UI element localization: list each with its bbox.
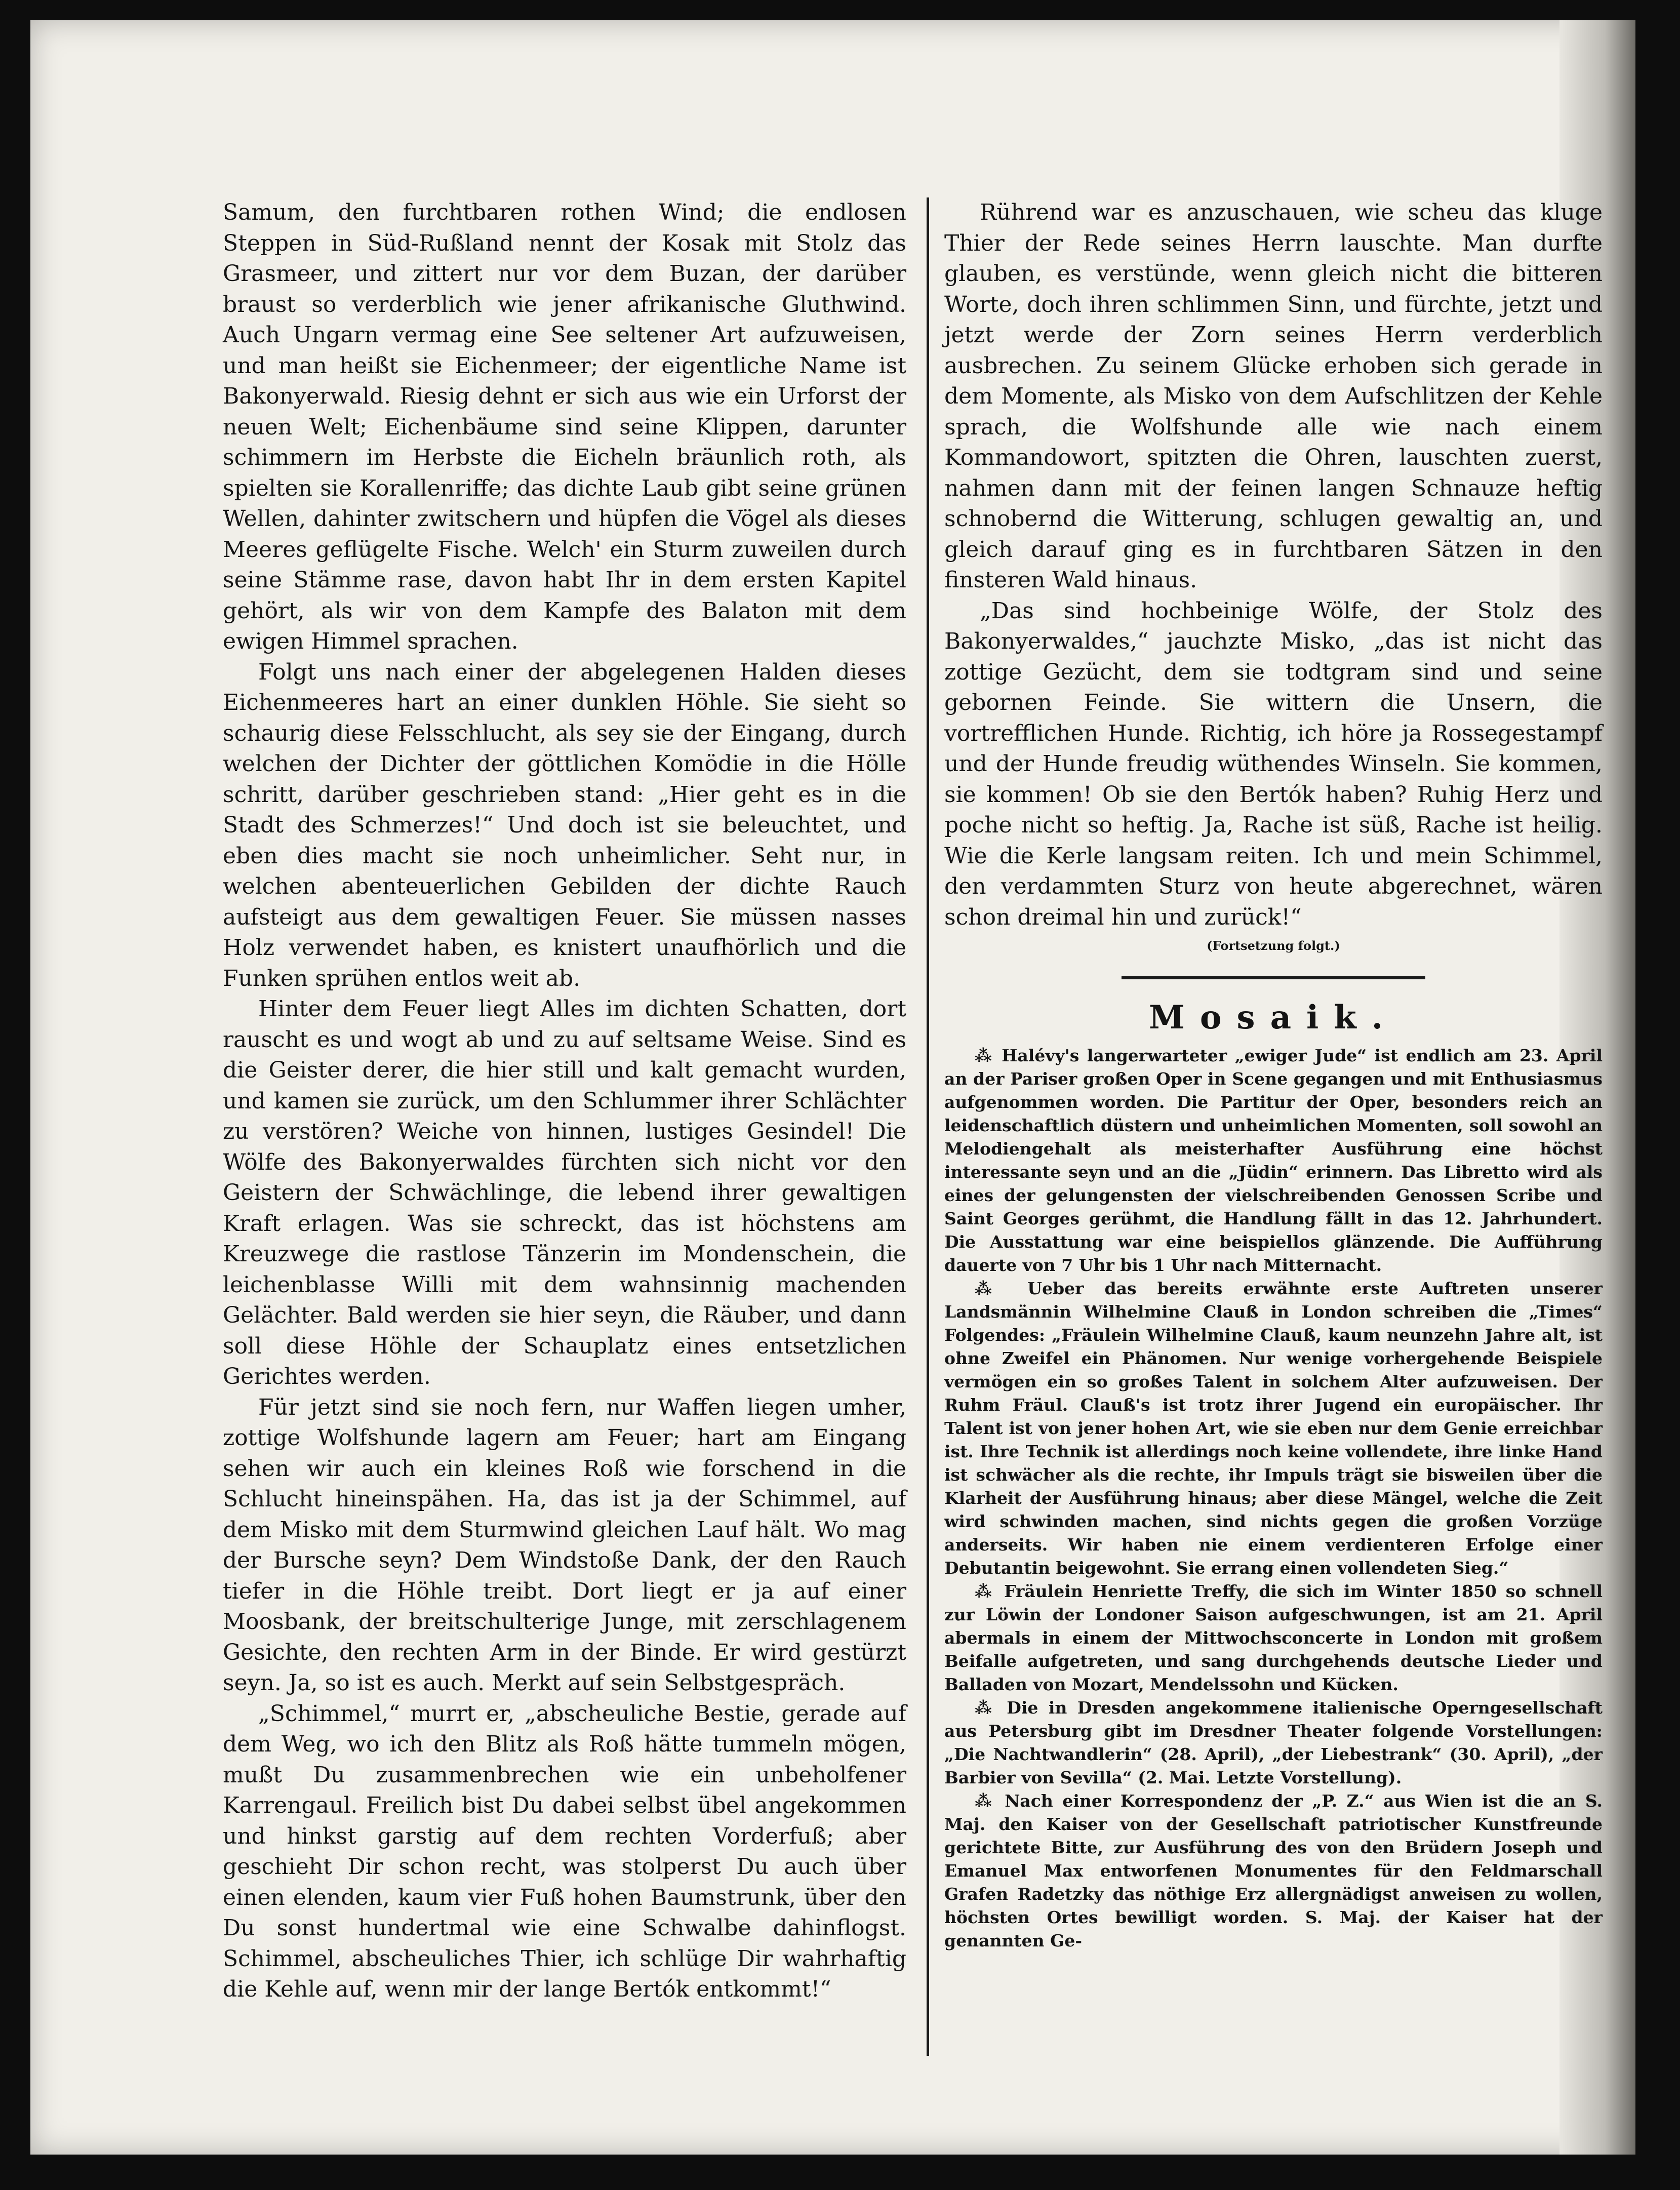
news-item: ⁂ Halévy's langerwarteter „ewiger Jude“ ist endlich am 23. April an der Pariser großen Oper in Scene gegangen und mit Enthusiasmus aufgenommen worden. Die Partitur der Oper, besonders reich an leidenschaftlich düstern und unheimlichen Momenten, soll sowohl an Melodiengehalt als meisterhafter Ausführung eine höchst interessante seyn und an die „Jüdin“ erinnern. Das Libretto wird als eines der gelungensten der vielschreibenden Genossen Scribe und Saint Georges gerühmt, die Handlung fällt in das 12. Jahrhundert. Die Ausstattung war eine beispiellos glänzende. Die Aufführung dauerte von 7 Uhr bis 1 Uhr nach Mitternacht. (944, 1046, 1603, 1275)
column-divider (927, 197, 929, 2056)
paragraph: „Schimmel,“ murrt er, „abscheuliche Bestie, gerade auf dem Weg, wo ich den Blitz als Roß hätte tummeln mögen, mußt Du zusammenbrechen wie ein unbeholfener Karrengaul. Freilich bist Du dabei selbst übel angekommen und hinkst garstig auf dem rechten Vorderfuß; aber geschieht Dir schon recht, was stolperst Du auch über einen elenden, kaum vier Fuß hohen Baumstrunk, über den Du sonst hundertmal wie eine Schwalbe dahinflogst. Schimmel, abscheuliches Thier, ich schlüge Dir wahrhaftig die Kehle auf, wenn mir der lange Bertók entkommt!“ (223, 1700, 906, 2002)
news-item: ⁂ Nach einer Korrespondenz der „P. Z.“ aus Wien ist die an S. Maj. den Kaiser von der Gesellschaft patriotischer Kunstfreunde gerichtete Bitte, zur Ausführung des von den Brüdern Joseph und Emanuel Max entworfenen Monumentes für den Feldmarschall Grafen Radetzky das nöthige Erz allergnädigst anweisen zu wollen, höchsten Ortes bewilligt worden. S. Maj. der Kaiser hat der genannten Ge- (944, 1791, 1603, 1950)
paragraph: Samum, den furchtbaren rothen Wind; die endlosen Steppen in Süd-Rußland nennt der Kosak mit Stolz das Grasmeer, und zittert nur vor dem Buzan, der darüber braust so verderblich wie jener afrikanische Gluthwind. Auch Ungarn vermag eine See seltener Art aufzuweisen, und man heißt sie Eichenmeer; der eigentliche Name ist Bakonyerwald. Riesig dehnt er sich aus wie ein Urforst der neuen Welt; Eichenbäume sind seine Klippen, darunter schimmern im Herbste die Eicheln bräunlich roth, als spielten sie Korallenriffe; das dichte Laub gibt seine grünen Wellen, dahinter zwitschern und hüpfen die Vögel als dieses Meeres geflügelte Fische. Welch' ein Sturm zuweilen durch seine Stämme rase, davon habt Ihr in dem ersten Kapitel gehört, als wir von dem Kampfe des Balaton mit dem ewigen Himmel sprachen. (223, 200, 906, 654)
paragraph: „Das sind hochbeinige Wölfe, der Stolz des Bakonyerwaldes,“ jauchzte Misko, „das ist nicht das zottige Gezücht, dem sie todtgram sind und seine gebornen Feinde. Sie wittern die Unsern, die vortrefflichen Hunde. Richtig, ich höre ja Rossegestampf und der Hunde freudig wüthendes Winseln. Sie kommen, sie kommen! Ob sie den Bertók haben? Ruhig Herz und poche nicht so heftig. Ja, Rache ist süß, Rache ist heilig. Wie die Kerle langsam reiten. Ich und mein Schimmel, den verdammten Sturz von heute abgerechnet, wären schon dreimal hin und zurück!“ (944, 598, 1603, 930)
news-item: ⁂ Die in Dresden angekommene italienische Operngesellschaft aus Petersburg gibt im Dresdner Theater folgende Vorstellungen: „Die Nachtwandlerin“ (28. April), „der Liebestrank“ (30. April), „der Barbier von Sevilla“ (2. Mai. Letzte Vorstellung). (944, 1698, 1603, 1787)
section-title: Mosaik. (1149, 999, 1398, 1037)
mosaik-section (944, 1044, 1603, 1953)
continuation-note: (Fortsetzung folgt.) (1207, 938, 1340, 953)
left-column (223, 197, 906, 2005)
news-item: ⁂ Ueber das bereits erwähnte erste Auftreten unserer Landsmännin Wilhelmine Clauß in London schreiben die „Times“ Folgendes: „Fräulein Wilhelmine Clauß, kaum neunzehn Jahre alt, ist ohne Zweifel ein Phänomen. Nur wenige vorhergehende Beispiele vermögen ein so großes Talent in solchem Alter aufzuweisen. Der Ruhm Fräul. Clauß's ist trotz ihrer Jugend ein europäischer. Ihr Talent ist von jener hohen Art, wie sie eben nur dem Genie erreichbar ist. Ihre Technik ist allerdings noch keine vollendete, ihre linke Hand ist schwächer als die rechte, ihr Impuls trägt sie bisweilen über die Klarheit der Ausführung hinaus; aber diese Mängel, welche die Zeit wird schwinden machen, sind nichts gegen die großen Vorzüge anderseits. Wir haben nie einem verdienteren Erfolge einer Debutantin beigewohnt. Sie errang einen vollendeten Sieg.“ (944, 1279, 1603, 1578)
news-item: ⁂ Fräulein Henriette Treffy, die sich im Winter 1850 so schnell zur Löwin der Londoner Saison aufgeschwungen, ist am 21. April abermals in einem der Mittwochsconcerte in London mit großem Beifalle aufgetreten, und sang durchgehends deutsche Lieder und Balladen von Mozart, Mendelssohn und Kücken. (944, 1581, 1603, 1694)
right-column (944, 197, 1603, 1953)
paragraph: Rührend war es anzuschauen, wie scheu das kluge Thier der Rede seines Herrn lauschte. Man durfte glauben, es verstünde, wenn gleich nicht die bitteren Worte, doch ihren schlimmen Sinn, und fürchte, jetzt und jetzt werde der Zorn seines Herrn verderblich ausbrechen. Zu seinem Glücke erhoben sich gerade in dem Momente, als Misko von dem Aufschlitzen der Kehle sprach, die Wolfshunde alle wie nach einem Kommandowort, spitzten die Ohren, lauschten zuerst, nahmen dann mit der feinen langen Schnauze heftig schnobernd die Witterung, schlugen gewaltig an, und gleich darauf ging es in furchtbaren Sätzen in den finsteren Wald hinaus. (944, 200, 1603, 593)
section-divider (1122, 976, 1425, 979)
paragraph: Für jetzt sind sie noch fern, nur Waffen liegen umher, zottige Wolfshunde lagern am Feuer; hart am Eingang sehen wir auch ein kleines Roß wie forschend in die Schlucht hineinspähen. Ha, das ist ja der Schimmel, auf dem Misko mit dem Sturmwind gleichen Lauf hält. Wo mag der Bursche seyn? Dem Windstoße Dank, der den Rauch tiefer in die Höhle treibt. Dort liegt er ja auf einer Moosbank, der breitschulterige Junge, mit zerschlagenem Gesichte, den rechten Arm in der Binde. Er wird gestürzt seyn. Ja, so ist es auch. Merkt auf sein Selbstgespräch. (223, 1394, 906, 1696)
paragraph: Hinter dem Feuer liegt Alles im dichten Schatten, dort rauscht es und wogt ab und zu auf seltsame Weise. Sind es die Geister derer, die hier still und kalt gemacht wurden, und kamen sie zurück, um den Schlummer ihrer Schlächter zu verstören? Weiche von hinnen, lustiges Gesindel! Die Wölfe des Bakonyerwaldes fürchten sich nicht vor den Geistern der Schwächlinge, die lebend ihrer gewaltigen Kraft erlagen. Was sie schreckt, das ist höchstens am Kreuzwege die rastlose Tänzerin im Mondenschein, die leichenblasse Willi mit dem wahnsinnig machenden Gelächter. Bald werden sie hier seyn, die Räuber, und dann soll diese Höhle der Schauplatz eines entsetzlichen Gerichtes werden. (223, 996, 906, 1389)
paragraph: Folgt uns nach einer der abgelegenen Halden dieses Eichenmeeres hart an einer dunklen Höhle. Sie sieht so schaurig diese Felsschlucht, als sey sie der Eingang, durch welchen der Dichter der göttlichen Komödie in die Hölle schritt, darüber geschrieben stand: „Hier geht es in die Stadt des Schmerzes!“ Und doch ist sie beleuchtet, und eben dies macht sie noch unheimlicher. Seht nur, in welchen abenteuerlichen Gebilden der dichte Rauch aufsteigt aus dem gewaltigen Feuer. Sie müssen nasses Holz verwendet haben, es knistert unaufhörlich und die Funken sprühen entlos weit ab. (223, 659, 906, 991)
newspaper-page (30, 20, 1635, 2155)
